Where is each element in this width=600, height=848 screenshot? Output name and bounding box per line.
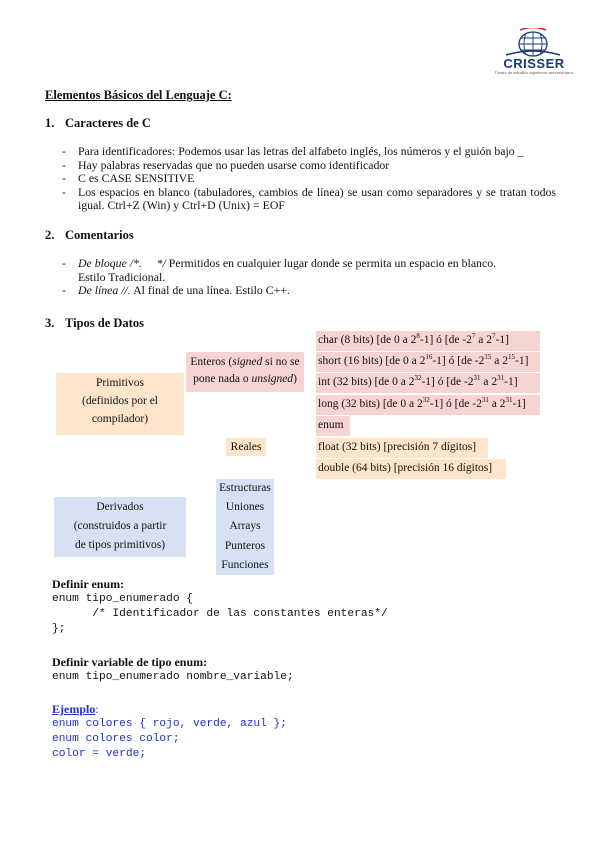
integer-types-label — [186, 352, 304, 392]
example-code — [52, 717, 287, 762]
deriv-line: de tipos primitivos) — [74, 539, 166, 551]
section-1-heading — [45, 116, 151, 131]
section-3-title: Tipos de Datos — [65, 316, 144, 330]
section-2-number: 2. — [45, 228, 55, 242]
char-type: char (8 bits) [de 0 a $2^8-1$] ó [de $-2^7$ a $2^7-1$] — [316, 331, 540, 351]
int-type: int (32 bits) [de 0 a $2^{32}-1$] ó [de $-2^{31}$ a $2^{31}-1$] — [316, 373, 540, 393]
enteros-text-b: si no se — [262, 356, 300, 368]
block-comment-marker: /*. */ — [129, 256, 166, 270]
derived-types-label — [54, 497, 186, 557]
section-1-number: 1. — [45, 116, 55, 130]
deriv-line: Derivados — [96, 501, 144, 513]
code-line: /* Identificador de las constantes enteras*/ — [52, 608, 388, 620]
enteros-text-a: Enteros ( — [190, 356, 233, 368]
define-enum-variable-label: Definir variable de tipo enum: — [52, 655, 208, 669]
prim-line: compilador) — [91, 413, 149, 425]
line-comment-text: Al final de una línea. Estilo C++. — [133, 283, 290, 297]
code-line: enum tipo_enumerado { — [52, 593, 193, 605]
real-types-label: Reales — [226, 438, 266, 456]
section-2-heading — [45, 228, 134, 243]
list-item: - C es CASE SENSITIVE — [62, 172, 556, 186]
section-3-heading — [45, 316, 144, 331]
list-item: - Los espacios en blanco (tabuladores, cambios de línea) se usan como separadores y se tratan todos igual. Ctrl+Z (Win) y Ctrl+D (Unix) = EOF — [62, 186, 556, 213]
section-1-title: Caracteres de C — [65, 116, 151, 130]
list-item — [62, 284, 556, 298]
derived-type: Arrays — [229, 520, 261, 533]
short-type: short (16 bits) [de 0 a $2^{16}-1$] ó [de $-2^{15}$ a $2^{15}-1$] — [316, 352, 540, 372]
derived-types-list — [216, 479, 274, 575]
code-line: enum colores color; — [52, 733, 180, 745]
derived-type: Punteros — [224, 539, 266, 552]
code-line: }; — [52, 623, 66, 635]
logo-name: CRISSER — [503, 56, 565, 71]
logo-tagline: Centro de estudios superiores universitarios — [494, 70, 574, 75]
double-type: double (64 bits) [precisión 16 dígitos] — [316, 459, 506, 479]
list-item: - Hay palabras reservadas que no pueden usarse como identificador — [62, 159, 556, 173]
section-3-number: 3. — [45, 316, 55, 330]
block-comment-text: Permitidos en cualquier lugar donde se permita un espacio en blanco. — [168, 256, 497, 270]
example-colon: : — [95, 702, 99, 716]
section-2-list — [62, 257, 556, 298]
list-item: - Para identificadores: Podemos usar las letras del alfabeto inglés, los números y el guión bajo _ — [62, 145, 556, 159]
example-label: Ejemplo — [52, 702, 96, 716]
enteros-text-c: pone nada o — [193, 373, 252, 385]
block-comment-label: De bloque — [78, 256, 127, 270]
prim-line: Primitivos — [96, 377, 144, 389]
document-title: Elementos Básicos del Lenguaje C: — [45, 88, 232, 102]
deriv-line: (construidos a partir — [73, 520, 167, 532]
enteros-text-d: ) — [293, 373, 297, 385]
code-line: color = verde; — [52, 748, 146, 760]
define-enum-variable-code: enum tipo_enumerado nombre_variable; — [52, 671, 294, 683]
code-line: enum colores { rojo, verde, azul }; — [52, 718, 287, 730]
list-item — [62, 257, 556, 284]
derived-type: Uniones — [225, 501, 265, 514]
derived-type: Estructuras — [219, 482, 271, 494]
derived-type: Funciones — [221, 558, 269, 571]
section-2-title: Comentarios — [65, 228, 134, 242]
float-type: float (32 bits) [precisión 7 dígitos] — [316, 438, 488, 458]
section-1-list — [62, 145, 556, 213]
enum-type: enum — [316, 416, 350, 436]
define-enum-code — [52, 592, 388, 637]
line-comment-marker: //. — [121, 283, 131, 297]
primitive-types-label — [56, 373, 184, 435]
prim-line: (definidos por el — [81, 395, 158, 407]
example-heading — [52, 702, 99, 717]
unsigned-keyword: unsigned — [251, 373, 294, 385]
block-comment-style: Estilo Tradicional. — [78, 269, 166, 284]
define-enum-label: Definir enum: — [52, 577, 125, 591]
line-comment-label: De línea — [78, 283, 119, 297]
signed-keyword: signed — [232, 356, 263, 368]
long-type: long (32 bits) [de 0 a $2^{32}-1$] ó [de $-2^{31}$ a $2^{31}-1$] — [316, 395, 540, 415]
